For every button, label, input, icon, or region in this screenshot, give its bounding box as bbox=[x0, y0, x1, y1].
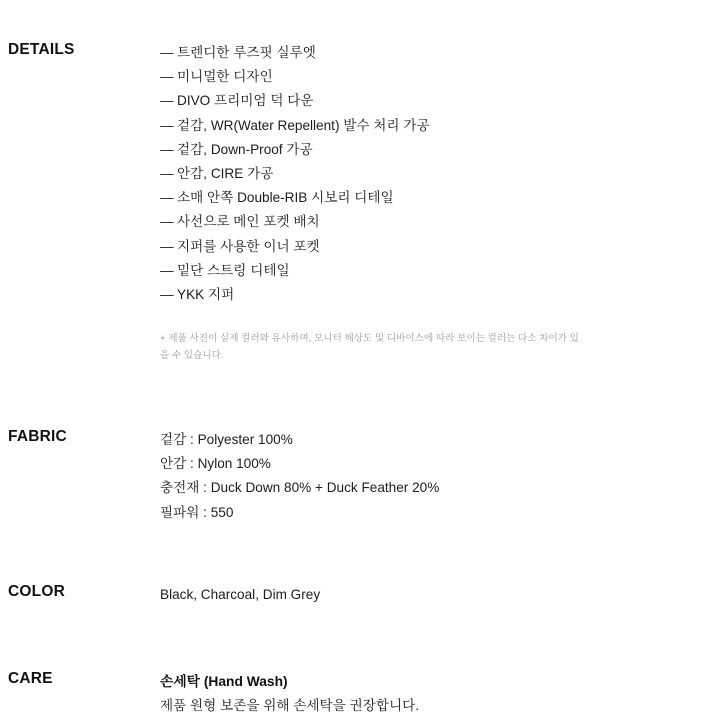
color-section bbox=[0, 583, 720, 607]
dash-marker-icon: — bbox=[160, 69, 174, 85]
color-label: COLOR bbox=[8, 583, 65, 600]
fabric-list bbox=[160, 428, 720, 525]
list-item-label: 겉감, Down-Proof 가공 bbox=[177, 141, 313, 157]
details-section bbox=[0, 41, 720, 364]
list-item bbox=[160, 89, 720, 113]
color-body bbox=[160, 583, 720, 607]
list-item bbox=[160, 162, 720, 186]
dash-marker-icon: — bbox=[160, 141, 174, 157]
list-item bbox=[160, 259, 720, 283]
fabric-label: FABRIC bbox=[8, 428, 67, 445]
details-label: DETAILS bbox=[8, 41, 75, 58]
list-item bbox=[160, 235, 720, 259]
list-item bbox=[160, 186, 720, 210]
care-title: 손세탁 (Hand Wash) bbox=[160, 674, 288, 689]
dash-marker-icon: — bbox=[160, 117, 174, 133]
dash-marker-icon: — bbox=[160, 45, 174, 60]
list-item-label: 사선으로 메인 포켓 배치 bbox=[177, 214, 320, 230]
list-item bbox=[160, 283, 720, 307]
list-item: 안감 : Nylon 100% bbox=[160, 456, 271, 472]
list-item bbox=[160, 114, 720, 138]
color-values: Black, Charcoal, Dim Grey bbox=[160, 587, 321, 602]
dash-marker-icon: — bbox=[160, 214, 174, 230]
dash-marker-icon: — bbox=[160, 287, 174, 303]
list-item bbox=[160, 41, 720, 65]
dash-marker-icon: — bbox=[160, 238, 174, 254]
list-item: 필파워 : 550 bbox=[160, 504, 234, 520]
color-disclaimer-note: + 제품 사진이 실제 컬러와 유사하며, 모니터 해상도 및 디바이스에 따라 보이는 컬러는 다소 차이가 있을 수 있습니다. bbox=[160, 333, 579, 362]
list-item-label: 겉감, WR(Water Repellent) 발수 처리 가공 bbox=[177, 117, 430, 133]
list-item-label: 소매 안쪽 Double-RIB 시보리 디테일 bbox=[177, 190, 394, 206]
list-item-label: 밑단 스트링 디테일 bbox=[177, 262, 290, 278]
list-item bbox=[160, 65, 720, 89]
care-description: 제품 원형 보존을 위해 손세탁을 권장합니다. bbox=[160, 698, 420, 714]
list-item-label: YKK 지퍼 bbox=[177, 287, 235, 303]
care-section bbox=[0, 670, 720, 718]
list-item-label: 트렌디한 루즈핏 실루엣 bbox=[177, 45, 316, 60]
fabric-body bbox=[160, 428, 720, 525]
list-item bbox=[160, 210, 720, 234]
dash-marker-icon: — bbox=[160, 166, 174, 182]
dash-marker-icon: — bbox=[160, 190, 174, 206]
dash-marker-icon: — bbox=[160, 93, 174, 109]
list-item-label: 미니멀한 디자인 bbox=[177, 69, 273, 85]
list-item-label: DIVO 프리미엄 덕 다운 bbox=[177, 93, 314, 109]
list-item: 충전재 : Duck Down 80% + Duck Feather 20% bbox=[160, 480, 440, 496]
list-item bbox=[160, 138, 720, 162]
care-body bbox=[160, 670, 720, 718]
details-body bbox=[160, 41, 720, 364]
dash-marker-icon: — bbox=[160, 262, 174, 278]
care-label: CARE bbox=[8, 670, 53, 687]
list-item: 겉감 : Polyester 100% bbox=[160, 432, 293, 447]
list-item-label: 안감, CIRE 가공 bbox=[177, 166, 274, 182]
fabric-section bbox=[0, 428, 720, 525]
details-list bbox=[160, 41, 720, 307]
list-item-label: 지퍼를 사용한 이너 포켓 bbox=[177, 238, 320, 254]
